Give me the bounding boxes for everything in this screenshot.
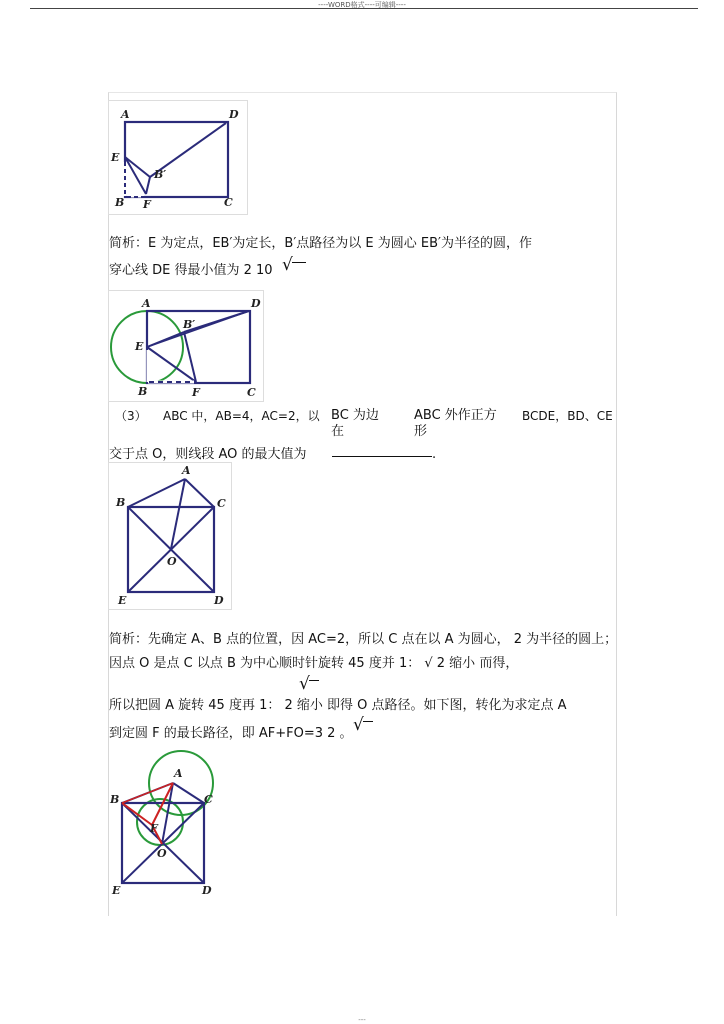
fig4-label-f: F [150,822,158,835]
fig3-label-o: O [167,555,177,568]
problem-3-number: （3） [115,409,147,423]
page-footer: --- [358,1016,366,1024]
problem-3-line-2a: 交于点 O，则线段 AO 的最大值为 [109,447,307,462]
sqrt-overbar-1 [292,262,306,263]
answer-blank [332,456,432,457]
fig3-label-c: C [217,497,226,510]
analysis-2-line-4: 到定圆 F 的最长路径，即 AF+FO=3 2 。 [109,726,353,741]
fig4-label-d: D [202,884,212,897]
fig2-label-bprime: B′ [183,318,196,331]
fig1-label-c: C [224,196,233,209]
fig3-label-d: D [214,594,224,607]
fig1-label-f: F [143,198,151,211]
fig3-label-e: E [118,594,127,607]
problem-3-segment-1: ABC 中，AB=4，AC=2，以 [163,409,320,423]
fig2-label-f: F [192,386,200,399]
fig3-label-a: A [182,464,191,477]
fig4-label-o: O [157,847,167,860]
fig2-label-e: E [135,340,144,353]
fig4-label-e: E [112,884,121,897]
problem-3-line-2b: . [432,447,437,462]
analysis-2-line-3: 所以把圆 A 旋转 45 度再 1： 2 缩小 即得 O 点路径。如下图，转化为求定点 A [109,698,567,713]
problem-3-segment-3a: ABC 外作正方 [414,408,497,423]
problem-3-segment-4: BCDE，BD、CE [522,409,613,423]
fig4-label-b: B [110,793,120,806]
problem-3-segment-2b: 在 [331,424,345,439]
sqrt-sign-2: √ [299,674,310,694]
analysis-1-line-2: 穿心线 DE 得最小值为 2 10 [109,263,273,278]
fig2-label-d: D [251,297,261,310]
fig4-label-a: A [174,767,183,780]
fig1-label-e: E [111,151,120,164]
figure-3 [108,462,232,610]
fig1-label-d: D [229,108,239,121]
fig4-label-c: C [204,793,213,806]
problem-3-segment-2a: BC 为边 [331,408,379,423]
sqrt-sign-3: √ [353,715,364,735]
sqrt-overbar-2 [309,680,319,681]
header-rule [30,8,698,9]
fig1-label-a: A [121,108,130,121]
fig1-label-b: B [115,196,125,209]
figure-4 [108,745,220,900]
fig3-label-b: B [116,496,126,509]
sqrt-sign-1: √ [282,255,293,275]
analysis-2-line-2: 因点 O 是点 C 以点 B 为中心顺时针旋转 45 度并 1： √ 2 缩小 而得， [109,656,519,671]
problem-3-segment-3b: 形 [414,424,428,439]
figure-2 [108,290,264,402]
sqrt-overbar-3 [363,721,373,722]
analysis-2-line-1: 简析：先确定 A、B 点的位置，因 AC=2，所以 C 点在以 A 为圆心， 2 为半径的圆上； [109,632,618,647]
fig2-label-c: C [247,386,256,399]
page-header: ----WORD格式----可编辑---- [318,1,406,9]
analysis-1-line-1: 简析：E 为定点，EB′为定长，B′点路径为以 E 为圆心 EB′为半径的圆，作 [109,236,532,251]
figure-1 [108,100,248,215]
fig2-label-b: B [138,385,148,398]
fig1-label-bprime: B′ [154,168,167,181]
fig2-label-a: A [142,297,151,310]
